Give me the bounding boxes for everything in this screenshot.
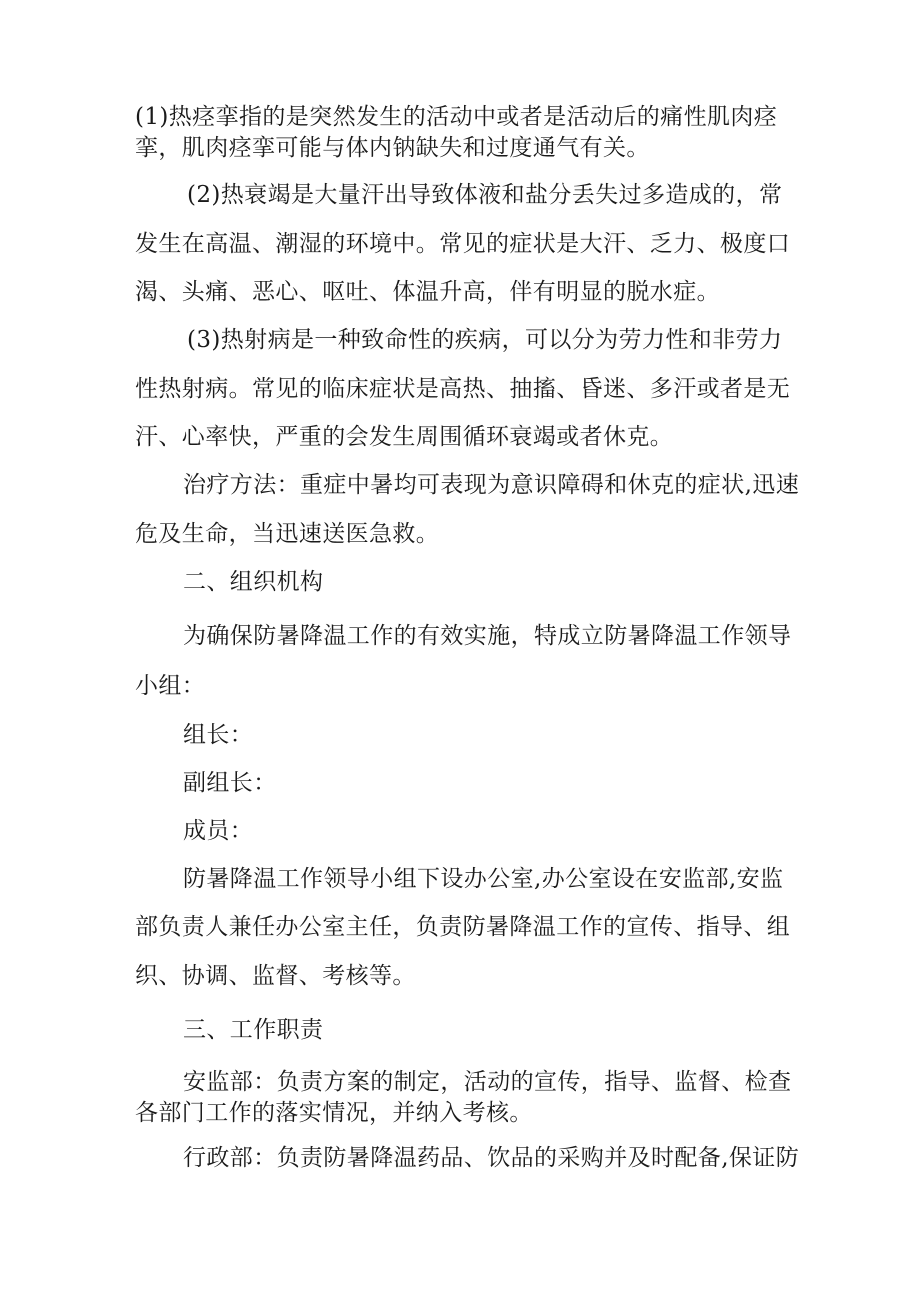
section-heading: 二、组织机构 bbox=[183, 569, 324, 595]
paragraph-line: 危及生命，当迅速送医急救。 bbox=[135, 521, 440, 547]
paragraph-line: 部负责人兼任办公室主任，负责防暑降温工作的宣传、指导、组 bbox=[135, 914, 791, 940]
paragraph-line: 渴、头痛、恶心、呕吐、体温升高，伴有明显的脱水症。 bbox=[135, 279, 720, 305]
paragraph-line: 安监部：负责方案的制定，活动的宣传，指导、监督、检查 bbox=[183, 1069, 792, 1095]
paragraph-line: (3)热射病是一种致命性的疾病，可以分为劳力性和非劳力 bbox=[187, 327, 783, 353]
paragraph-line: (1)热痉挛指的是突然发生的活动中或者是活动后的痛性肌肉痉 bbox=[135, 104, 778, 130]
paragraph-line: 织、协调、监督、考核等。 bbox=[135, 963, 416, 989]
paragraph-line: 性热射病。常见的临床症状是高热、抽搐、昏迷、多汗或者是无 bbox=[135, 376, 791, 402]
paragraph-line: 治疗方法：重症中暑均可表现为意识障碍和休克的症状,迅速 bbox=[183, 472, 800, 498]
paragraph-line: 小组： bbox=[135, 673, 206, 699]
paragraph-line: 成员： bbox=[183, 818, 254, 844]
paragraph-line: 组长： bbox=[183, 722, 254, 748]
paragraph-line: 为确保防暑降温工作的有效实施，特成立防暑降温工作领导 bbox=[183, 623, 792, 649]
paragraph-line: 挛，肌肉痉挛可能与体内钠缺失和过度通气有关。 bbox=[135, 135, 650, 161]
paragraph-line: 行政部：负责防暑降温药品、饮品的采购并及时配备,保证防 bbox=[183, 1145, 800, 1171]
paragraph-line: 汗、心率快，严重的会发生周围循环衰竭或者休克。 bbox=[135, 424, 674, 450]
paragraph-line: (2)热衰竭是大量汗出导致体液和盐分丢失过多造成的，常 bbox=[187, 182, 783, 208]
paragraph-line: 各部门工作的落实情况，并纳入考核。 bbox=[135, 1100, 533, 1126]
section-heading: 三、工作职责 bbox=[183, 1017, 324, 1043]
paragraph-line: 防暑降温工作领导小组下设办公室,办公室设在安监部,安监 bbox=[183, 866, 784, 892]
paragraph-line: 副组长： bbox=[183, 770, 277, 796]
paragraph-line: 发生在高温、潮湿的环境中。常见的症状是大汗、乏力、极度口 bbox=[135, 231, 791, 257]
